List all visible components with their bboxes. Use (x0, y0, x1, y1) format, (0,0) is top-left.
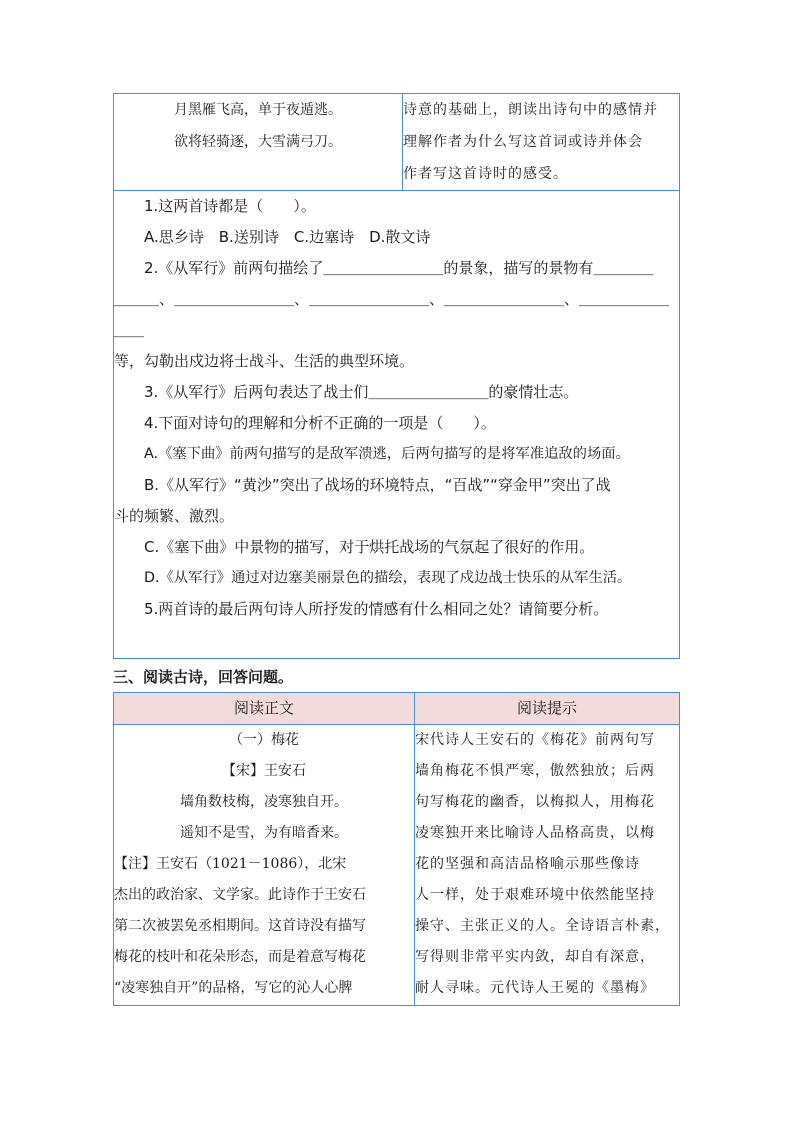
question-4-option-a: A.《塞下曲》前两句描写的是敌军溃逃，后两句描写的是将军准追敌的场面。 (144, 446, 630, 462)
hint-line: 理解作者为什么写这首词或诗并体会 (403, 134, 643, 150)
question-1-options: A.思乡诗 B.送别诗 C.边塞诗 D.散文诗 (144, 228, 431, 246)
note-line: 第二次被罢免丞相期间。这首诗没有描写 (114, 918, 366, 934)
note-line: “凌寒独自开”的品格，写它的沁人心脾 (114, 980, 353, 996)
poem-line: 墙角数枝梅，凌寒独自开。 (180, 794, 348, 810)
question-3: 3.《从军行》后两句表达了战士们＿＿＿＿＿＿＿＿的豪情壮志。 (144, 383, 579, 401)
reading-text-cell (114, 725, 415, 1006)
note-line: 梅花的枝叶和花朵形态，而是着意写梅花 (114, 949, 366, 965)
hint-line: 花的坚强和高洁品格喻示那些像诗 (415, 856, 640, 872)
question-2-blanks: ＿＿＿、＿＿＿＿＿＿＿＿、＿＿＿＿＿＿＿＿、＿＿＿＿＿＿＿＿、＿＿＿＿＿＿＿＿ (114, 290, 670, 339)
poem-title: （一）梅花 (229, 732, 299, 748)
hint-line: 操守、主张正义的人。全诗语言朴素， (415, 918, 670, 934)
note-line: 杰出的政治家、文学家。此诗作于王安石 (114, 887, 366, 903)
hint-line: 墙角梅花不惧严寒，傲然独放；后两 (415, 763, 655, 779)
question-5: 5.两首诗的最后两句诗人所抒发的情感有什么相同之处？请简要分析。 (144, 600, 609, 618)
question-4-option-b-cont: 斗的频繁、激烈。 (114, 507, 235, 525)
question-4-option-d: D.《从军行》通过对边塞美丽景色的描绘，表现了戍边战士快乐的从军生活。 (144, 570, 632, 586)
question-4-option-b: B.《从军行》“黄沙”突出了战场的环境特点，“百战”“穿金甲”突出了战 (144, 476, 611, 494)
hint-line: 凌寒独开来比喻诗人品格高贵，以梅 (415, 825, 655, 841)
question-4: 4.下面对诗句的理解和分析不正确的一项是（ ）。 (144, 414, 496, 432)
section-title: 三、阅读古诗，回答问题。 (113, 668, 294, 686)
hint-line: 人一样，处于艰难环境中依然能坚持 (415, 887, 655, 903)
header-text: 阅读正文 (114, 693, 415, 725)
poem-author: 【宋】王安石 (222, 763, 306, 779)
question-1: 1.这两首诗都是（ ）。 (144, 197, 316, 215)
hint-line: 作者写这首诗时的感受。 (403, 166, 568, 182)
poem-line: 欲将轻骑逐，大雪满弓刀。 (174, 134, 342, 150)
hint-line: 诗意的基础上，朗读出诗句中的感情并 (403, 102, 658, 118)
top-table (113, 93, 680, 659)
hint-line: 宋代诗人王安石的《梅花》前两句写 (415, 732, 655, 748)
header-hint: 阅读提示 (415, 693, 680, 725)
hint-cell (403, 94, 680, 191)
question-2: 2.《从军行》前两句描绘了＿＿＿＿＿＿＿＿的景象，描写的景物有＿＿＿＿ (144, 259, 654, 277)
question-2-end: 等，勾勒出戍边将士战斗、生活的典型环境。 (114, 352, 415, 370)
hint-line: 耐人寻味。元代诗人王冕的《墨梅》 (415, 980, 655, 996)
question-4-option-c: C.《塞下曲》中景物的描写，对于烘托战场的气氛起了很好的作用。 (144, 538, 595, 556)
hint-line: 句写梅花的幽香，以梅拟人，用梅花 (415, 794, 655, 810)
poem-line: 遥知不是雪，为有暗香来。 (180, 825, 348, 841)
hint-line: 写得则非常平实内敛，却自有深意， (415, 949, 655, 965)
note-line: 【注】王安石（1021－1086），北宋 (114, 856, 347, 872)
poem-cell (114, 94, 403, 191)
poem-line: 月黑雁飞高，单于夜遁逃。 (174, 102, 342, 118)
reading-table (113, 692, 680, 1006)
questions-cell (114, 191, 680, 659)
reading-hint-cell (415, 725, 680, 1006)
